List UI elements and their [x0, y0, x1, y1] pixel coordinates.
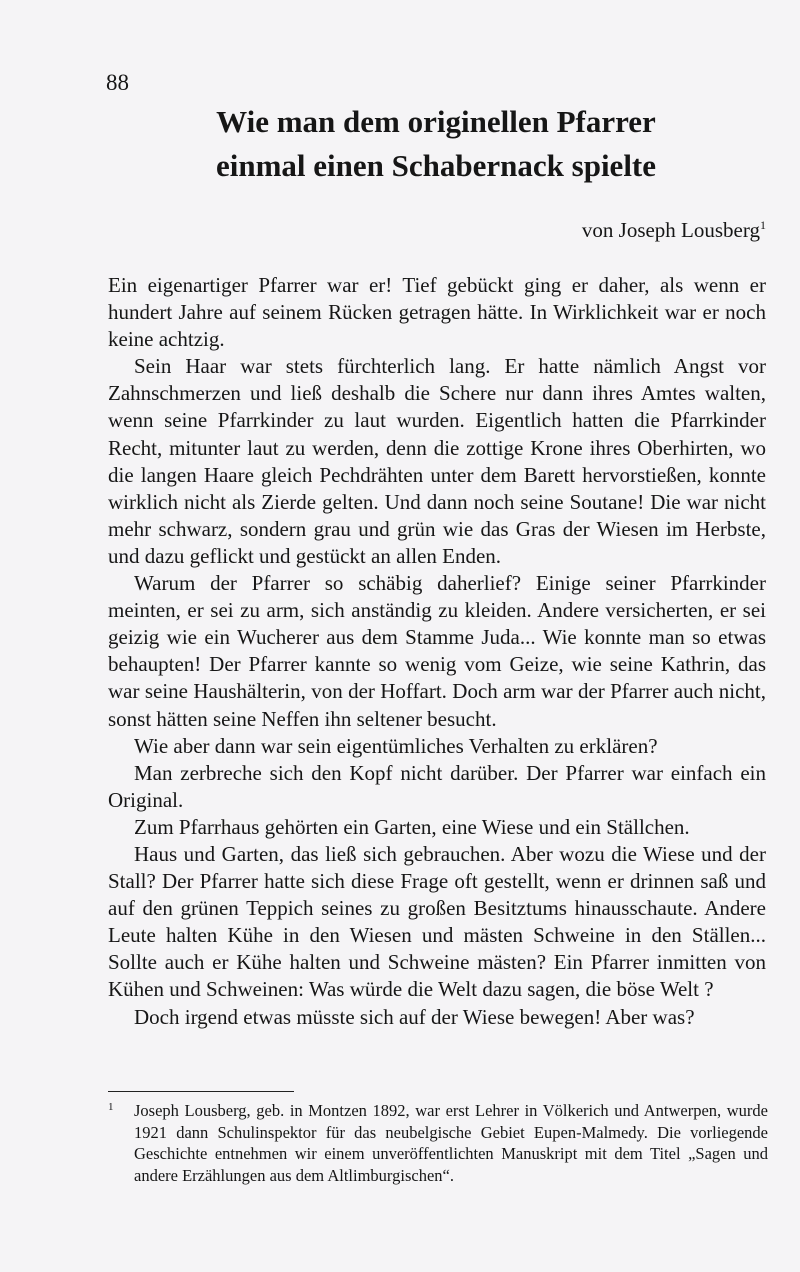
paragraph: Zum Pfarrhaus gehörten ein Garten, eine Wiese und ein Ställchen.	[134, 814, 690, 839]
author-name: von Joseph Lousberg	[581, 218, 760, 242]
paragraph: Ein eigenartiger Pfarrer war er! Tief gebückt ging er daher, als wenn er hundert Jahre auf seinem Rücken getragen hätte. In Wirklichkeit war er noch keine achtzig.	[108, 273, 766, 352]
paragraph: Warum der Pfarrer so schäbig daherlief? Einige seiner Pfarrkinder meinten, er sei zu arm, sich anständig zu kleiden. Andere versicherten, er sei geizig wie ein Wucherer aus dem Stamme Juda... Wie konnte man so etwas behaupten! Der Pfarrer kannte so wenig vom Geize, wie seine Kathrin, das war seine Haushälterin, von der Hoffart. Doch arm war der Pfarrer auch nicht, sonst hätten seine Neffen ihn seltener besucht.	[108, 571, 766, 731]
page-number: 88	[106, 70, 129, 95]
title-line-2: einmal einen Schabernack spielte	[215, 148, 657, 183]
footnote-divider	[108, 1091, 294, 1092]
footnote	[108, 1097, 768, 1186]
footnote-reference: 1	[760, 218, 766, 232]
title-line-1: Wie man dem originellen Pfarrer	[216, 104, 656, 139]
footnote-text: Joseph Lousberg, geb. in Montzen 1892, war erst Lehrer in Völkerich und Antwerpen, wurde 1921 dann Schulinspektor für das neubelgische Gebiet Eupen-Malmedy. Die vorliegende Geschichte entnehmen wir einem unveröffentlichten Manuskript mit dem Titel „Sagen und andere Erzählungen aus dem Altlimburgischen“.	[134, 1101, 768, 1185]
footnote-marker: 1	[108, 1101, 114, 1113]
article-body	[108, 272, 766, 1031]
page-title	[100, 100, 772, 188]
paragraph: Doch irgend etwas müsste sich auf der Wiese bewegen! Aber was?	[134, 1004, 695, 1029]
paragraph: Haus und Garten, das ließ sich gebrauchen. Aber wozu die Wiese und der Stall? Der Pfarrer hatte sich diese Frage oft gestellt, wenn er drinnen saß und auf den grünen Teppich seines zu großen Besitztums hinausschaute. Andere Leute halten Kühe in den Wiesen und mästen Schweine in den Ställen... Sollte auch er Kühe halten und Schweine mästen? Ein Pfarrer inmitten von Kühen und Schweinen: Was würde die Welt dazu sagen, die böse Welt ?	[108, 841, 766, 1002]
paragraph: Man zerbreche sich den Kopf nicht darüber. Der Pfarrer war einfach ein Original.	[108, 760, 766, 812]
author-byline	[582, 218, 766, 243]
paragraph: Wie aber dann war sein eigentümliches Verhalten zu erklären?	[134, 733, 658, 758]
paragraph: Sein Haar war stets fürchterlich lang. Er hatte nämlich Angst vor Zahnschmerzen und ließ deshalb die Schere nur dann ihres Amtes walten, wenn seine Pfarrkinder zu laut wurden. Eigentlich hatten die Pfarrkinder Recht, mitunter laut zu werden, denn die zottige Krone ihres Oberhirten, wo die langen Haare gleich Pechdrähten unter dem Barett hervorstießen, konnte wirklich nicht als Zierde gelten. Und dann noch seine Soutane! Die war nicht mehr schwarz, sondern grau und grün wie das Gras der Wiesen im Herbste, und dazu geflickt und gestückt an allen Enden.	[108, 354, 766, 568]
